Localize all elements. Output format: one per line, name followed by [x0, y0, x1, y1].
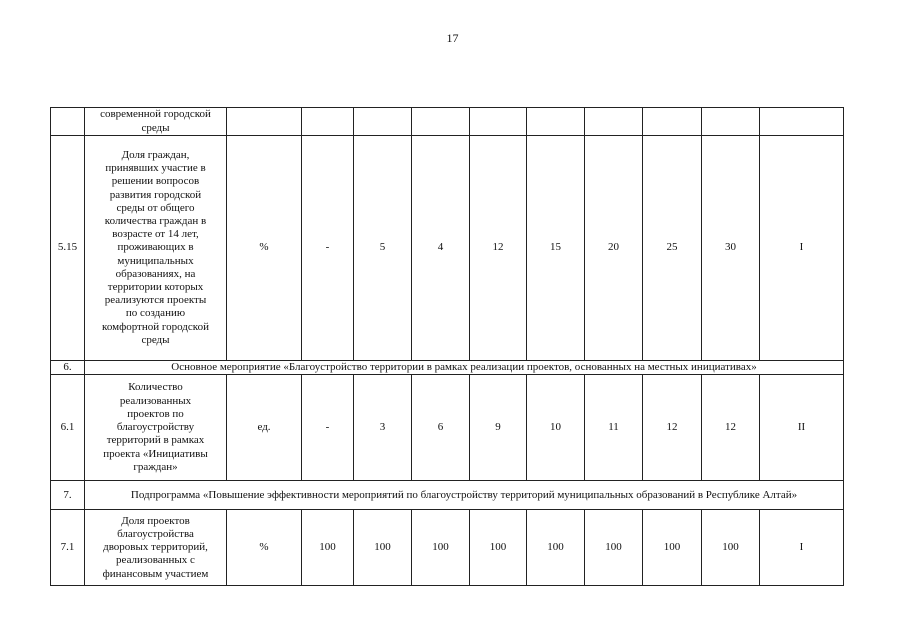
value-cell: 20: [585, 136, 643, 361]
value-cell: 100: [643, 510, 702, 586]
value-cell: 100: [470, 510, 527, 586]
section-row: [51, 361, 844, 375]
indicator-name: Количество реализованных проектов по благоустройству территорий в рамках проекта «Инициативы граждан»: [85, 375, 227, 481]
indicator-name: Доля граждан, принявших участие в решении вопросов развития городской среды от общего количества граждан в возрасте от 14 лет, проживающих в муниципальных образованиях, на территории которых реализуются проекты по созданию комфортной городской среды: [85, 136, 227, 361]
table-row: [51, 375, 844, 481]
row-number: 7.: [51, 481, 85, 510]
table-row: [51, 136, 844, 361]
value-cell: 100: [527, 510, 585, 586]
indicator-name: современной городской среды: [85, 108, 227, 136]
indicator-name: Доля проектов благоустройства дворовых территорий, реализованных с финансовым участием: [85, 510, 227, 586]
unit-cell: %: [227, 510, 302, 586]
row-number: 6.1: [51, 375, 85, 481]
value-cell: 10: [527, 375, 585, 481]
category-cell: I: [760, 136, 844, 361]
table-row: [51, 108, 844, 136]
section-title: Основное мероприятие «Благоустройство территории в рамках реализации проектов, основанных на местных инициативах»: [85, 361, 844, 375]
value-cell: [585, 108, 643, 136]
value-cell: [527, 108, 585, 136]
row-number: 5.15: [51, 136, 85, 361]
value-cell: -: [302, 136, 354, 361]
value-cell: 100: [354, 510, 412, 586]
indicators-table: [50, 107, 844, 586]
row-number: 7.1: [51, 510, 85, 586]
value-cell: 100: [585, 510, 643, 586]
section-title: Подпрограмма «Повышение эффективности мероприятий по благоустройству территорий муниципальных образований в Республике Алтай»: [85, 481, 844, 510]
value-cell: 9: [470, 375, 527, 481]
value-cell: 11: [585, 375, 643, 481]
category-cell: I: [760, 510, 844, 586]
table-row: [51, 510, 844, 586]
value-cell: [470, 108, 527, 136]
value-cell: 12: [643, 375, 702, 481]
unit-cell: [227, 108, 302, 136]
value-cell: 15: [527, 136, 585, 361]
value-cell: -: [302, 375, 354, 481]
value-cell: [702, 108, 760, 136]
value-cell: [302, 108, 354, 136]
value-cell: 100: [702, 510, 760, 586]
unit-cell: ед.: [227, 375, 302, 481]
value-cell: 25: [643, 136, 702, 361]
value-cell: 3: [354, 375, 412, 481]
value-cell: [412, 108, 470, 136]
value-cell: 6: [412, 375, 470, 481]
value-cell: 5: [354, 136, 412, 361]
value-cell: 12: [702, 375, 760, 481]
value-cell: 12: [470, 136, 527, 361]
row-number: [51, 108, 85, 136]
row-number: 6.: [51, 361, 85, 375]
unit-cell: %: [227, 136, 302, 361]
category-cell: [760, 108, 844, 136]
page-number: 17: [446, 31, 459, 45]
value-cell: 100: [412, 510, 470, 586]
value-cell: 100: [302, 510, 354, 586]
value-cell: [643, 108, 702, 136]
value-cell: 4: [412, 136, 470, 361]
section-row: [51, 481, 844, 510]
value-cell: 30: [702, 136, 760, 361]
value-cell: [354, 108, 412, 136]
category-cell: II: [760, 375, 844, 481]
